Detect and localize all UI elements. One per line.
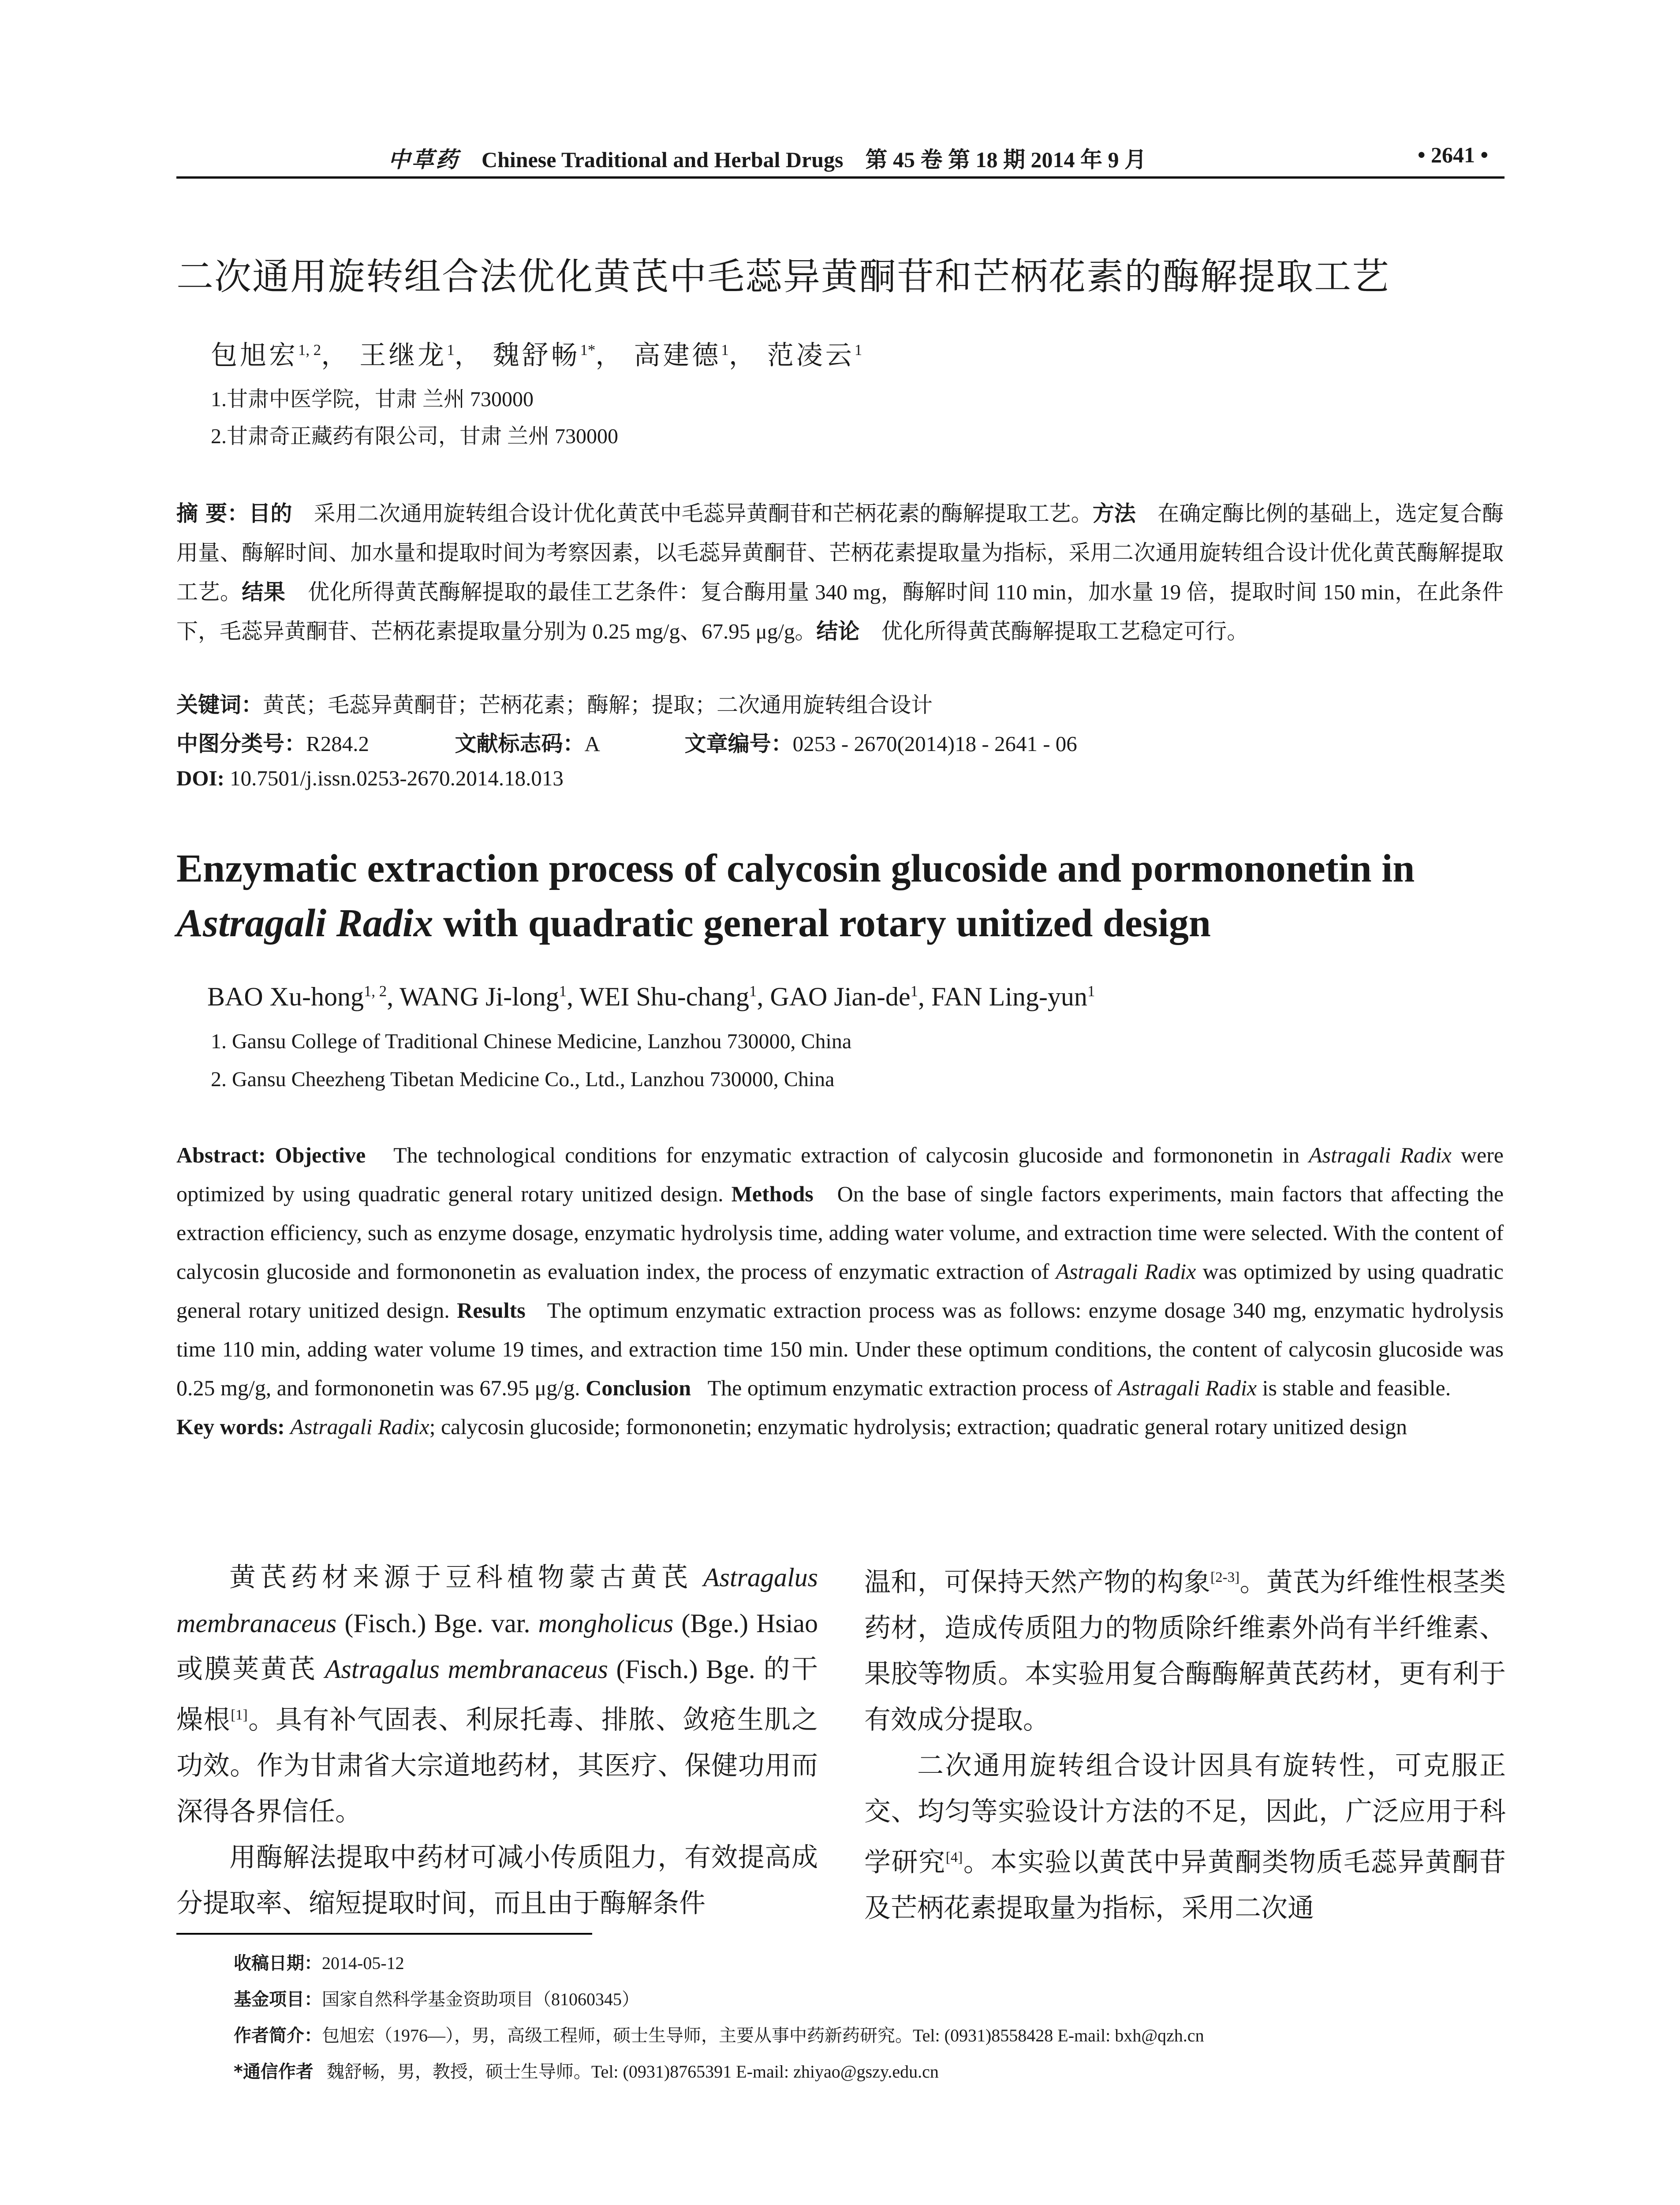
results-label-cn: 结果 bbox=[242, 579, 286, 605]
author-en: WANG Ji-long bbox=[399, 982, 559, 1011]
methods-en-a: On the base of single factors experiments, main factors that affecting the extraction efficiency, such as enzyme dosage, enzymatic hydrolysis time, adding water volume, and extraction time were selected. With the content of calycosin glucoside and formononetin as evaluation index, the process of enzymatic extraction of bbox=[176, 1181, 1504, 1284]
title-en-italic: Astragali Radix bbox=[176, 901, 433, 945]
author-en: WEI Shu-chang bbox=[579, 982, 749, 1011]
conclusion-en-italic: Astragali Radix bbox=[1117, 1375, 1257, 1400]
results-cn: 优化所得黄芪酶解提取的最佳工艺条件：复合酶用量 340 mg，酶解时间 110 min，加水量 19 倍，提取时间 150 min，在此条件下，毛蕊异黄酮苷、芒柄花素提取量分别为 0.25 mg/g、67.95 μg/g。 bbox=[176, 580, 1504, 643]
author-sup: 1 bbox=[749, 983, 757, 1000]
body-paragraph bbox=[864, 1743, 1506, 1931]
objective-label-cn: 目的 bbox=[249, 501, 292, 526]
author-sup: 1 bbox=[1087, 983, 1095, 1000]
methods-en-b: was optimized by using quadratic general rotary unitized design. bbox=[176, 1259, 1504, 1323]
body-text: 。本实验以黄芪中异黄酮类物质毛蕊异黄酮苷及芒柄花素提取量为指标，采用二次通 bbox=[864, 1848, 1506, 1923]
title-en-part2: with quadratic general rotary unitized design bbox=[433, 901, 1211, 945]
footnote-funding bbox=[234, 1985, 639, 2011]
author-sup: 1, 2 bbox=[298, 341, 321, 359]
author-sup: 1, 2 bbox=[364, 983, 387, 1000]
methods-label-en: Methods bbox=[731, 1181, 814, 1206]
abstract-cn-label: 摘 要： bbox=[176, 501, 249, 526]
author-sup: 1 bbox=[854, 341, 862, 359]
body-text: 黄芪药材来源于豆科植物蒙古黄芪 bbox=[229, 1563, 703, 1592]
body-text: 。具有补气固表、利尿托毒、排脓、敛疮生肌之功效。作为甘肃省大宗道地药材，其医疗、保健功用而深得各界信任。 bbox=[176, 1705, 818, 1826]
author-cn: 范凌云 bbox=[767, 341, 855, 370]
footnote-label: 基金项目： bbox=[234, 1989, 322, 2010]
footnote-text: 魏舒畅，男，教授，硕士生导师。Tel: (0931)8765391 E-mail: zhiyao@gszy.edu.cn bbox=[326, 2062, 939, 2082]
objective-en-italic: Astragali Radix bbox=[1309, 1143, 1452, 1167]
body-text: (Fisch.) Bge. var. bbox=[336, 1609, 538, 1638]
author-en: FAN Ling-yun bbox=[931, 982, 1087, 1011]
title-en bbox=[176, 841, 1512, 951]
conclusion-label-cn: 结论 bbox=[816, 619, 860, 644]
citation[interactable]: [2-3] bbox=[1210, 1570, 1240, 1585]
article-no-value: 0253 - 2670(2014)18 - 2641 - 06 bbox=[792, 732, 1077, 756]
author-cn: 魏舒畅 bbox=[493, 341, 580, 370]
author-cn: 高建德 bbox=[634, 341, 721, 370]
keywords-en-italic: Astragali Radix bbox=[290, 1414, 429, 1439]
author-sup: 1 bbox=[910, 983, 918, 1000]
results-en: The optimum enzymatic extraction process was as follows: enzyme dosage 340 mg, enzymatic hydrolysis time 110 min, adding water volume 19 times, and extraction time 150 min. Under these optimum conditions, the content of calycosin glucoside was 0.25 mg/g, and formononetin was 67.95 μg/g. bbox=[176, 1298, 1504, 1400]
footnote-text: 2014-05-12 bbox=[322, 1953, 404, 1973]
doi-label: DOI: bbox=[176, 766, 224, 790]
footnote-text: 国家自然科学基金资助项目（81060345） bbox=[322, 1989, 639, 2009]
conclusion-label-en: Conclusion bbox=[586, 1375, 691, 1400]
author-en: GAO Jian-de bbox=[770, 982, 911, 1011]
classification-line bbox=[176, 727, 1077, 758]
affiliation-cn-1: 1.甘肃中医学院，甘肃 兰州 730000 bbox=[211, 388, 534, 411]
citation[interactable]: [4] bbox=[945, 1850, 963, 1865]
footnote-rule bbox=[176, 1933, 592, 1935]
doc-code-label: 文献标志码： bbox=[455, 731, 585, 756]
author-sup: 1 bbox=[721, 341, 729, 359]
species-name: mongholicus bbox=[538, 1609, 674, 1638]
results-label-en: Results bbox=[457, 1298, 526, 1323]
affiliation-en-1: 1. Gansu College of Traditional Chinese Medicine, Lanzhou 730000, China bbox=[211, 1030, 852, 1053]
body-left-column bbox=[176, 1555, 818, 1926]
affiliation-en-2: 2. Gansu Cheezheng Tibetan Medicine Co., Ltd., Lanzhou 730000, China bbox=[211, 1068, 835, 1091]
species-name: Astragalus membranaceus bbox=[176, 1563, 818, 1638]
methods-cn: 在确定酶比例的基础上，选定复合酶用量、酶解时间、加水量和提取时间为考察因素，以毛蕊异黄酮苷、芒柄花素提取量为指标，采用二次通用旋转组合设计优化黄芪酶解提取工艺。 bbox=[176, 501, 1504, 604]
body-text: 。黄芪为纤维性根茎类药材，造成传质阻力的物质除纤维素外尚有半纤维素、果胶等物质。本实验用复合酶酶解黄芪药材，更有利于有效成分提取。 bbox=[864, 1568, 1506, 1734]
citation[interactable]: [1] bbox=[231, 1707, 248, 1723]
methods-label-cn: 方法 bbox=[1092, 501, 1136, 526]
clc-value: R284.2 bbox=[306, 732, 369, 756]
body-paragraph: 用酶解法提取中药材可减小传质阻力，有效提高成分提取率、缩短提取时间，而且由于酶解条件 bbox=[176, 1843, 818, 1918]
objective-cn: 采用二次通用旋转组合设计优化黄芪中毛蕊异黄酮苷和芒柄花素的酶解提取工艺。 bbox=[314, 501, 1093, 526]
author-sup: 1 bbox=[447, 341, 455, 359]
article-no-label: 文章编号： bbox=[684, 731, 793, 756]
affiliation-cn-2: 2.甘肃奇正藏药有限公司，甘肃 兰州 730000 bbox=[211, 425, 619, 448]
author-cn: 王继龙 bbox=[359, 341, 447, 370]
abstract-en bbox=[176, 1136, 1504, 1446]
author-sup: 1* bbox=[580, 341, 596, 359]
body-right-column bbox=[864, 1555, 1506, 1931]
running-header bbox=[388, 142, 1292, 174]
keywords-cn-text: 黄芪；毛蕊异黄酮苷；芒柄花素；酶解；提取；二次通用旋转组合设计 bbox=[263, 693, 933, 717]
conclusion-cn: 优化所得黄芪酶解提取工艺稳定可行。 bbox=[881, 619, 1249, 643]
footnote-received bbox=[234, 1949, 404, 1974]
footnote-corresponding bbox=[234, 2058, 939, 2083]
authors-cn: 包旭宏$^{1, 2}$， 王继龙$^1$， 魏舒畅$^{1*}$， 高建德$^1$， 范凌云$^1$ bbox=[211, 341, 862, 370]
abstract-cn bbox=[176, 494, 1504, 651]
body-text: 温和，可保持天然产物的构象 bbox=[864, 1568, 1211, 1597]
methods-en-italic: Astragali Radix bbox=[1056, 1259, 1196, 1284]
journal-name-en: Chinese Traditional and Herbal Drugs bbox=[482, 147, 844, 172]
body-text: (Fisch.) Bge. 的干燥根 bbox=[176, 1655, 818, 1734]
author-cn: 包旭宏 bbox=[211, 341, 298, 370]
body-paragraph bbox=[176, 1555, 818, 1835]
authors-en: BAO Xu-hong$^{1, 2}$, WANG Ji-long$^1$, WEI Shu-chang$^1$, GAO Jian-$de^1$, FAN Ling-yun$^1$ bbox=[207, 982, 1095, 1011]
species-name: Astragalus membranaceus bbox=[325, 1655, 608, 1684]
conclusion-en-a: The optimum enzymatic extraction process of bbox=[707, 1375, 1118, 1400]
conclusion-en-b: is stable and feasible. bbox=[1257, 1375, 1451, 1400]
footnote-label: 作者简介： bbox=[234, 2026, 322, 2046]
journal-issue: 第 45 卷 第 18 期 2014 年 9 月 bbox=[865, 147, 1146, 172]
doi-value[interactable]: 10.7501/j.issn.0253-2670.2014.18.013 bbox=[230, 766, 564, 790]
clc-label: 中图分类号： bbox=[176, 731, 306, 756]
body-text: (Bge.) Hsiao 或膜荚黄芪 bbox=[176, 1609, 818, 1684]
footnote-author-bio bbox=[234, 2022, 1204, 2047]
page-number: • 2641 • bbox=[1418, 142, 1489, 167]
footnote-label: 收稿日期： bbox=[234, 1953, 322, 1973]
keywords-cn-label: 关键词： bbox=[176, 692, 263, 718]
journal-name-cn: 中草药 bbox=[388, 146, 459, 172]
abstract-en-label: Abstract: Objective bbox=[176, 1143, 366, 1167]
title-en-part1: Enzymatic extraction process of calycosin glucoside and pormononetin in bbox=[176, 847, 1415, 890]
footnote-label: *通信作者 bbox=[234, 2062, 314, 2082]
doi-line bbox=[176, 766, 564, 791]
header-rule bbox=[176, 176, 1505, 179]
footnote-text: 包旭宏（1976—），男，高级工程师，硕士生导师，主要从事中药新药研究。Tel: (0931)8558428 E-mail: bxh@qzh.cn bbox=[322, 2026, 1204, 2045]
keywords-en-label: Key words: bbox=[176, 1414, 285, 1439]
author-sup: 1 bbox=[559, 983, 567, 1000]
author-en: BAO Xu-hong bbox=[207, 982, 364, 1011]
objective-en-b: were optimized by using quadratic general rotary unitized design. bbox=[176, 1143, 1504, 1206]
body-paragraph bbox=[864, 1555, 1506, 1743]
keywords-en-text: ; calycosin glucoside; formononetin; enzymatic hydrolysis; extraction; quadratic general rotary unitized design bbox=[429, 1414, 1407, 1439]
body-text: 二次通用旋转组合设计因具有旋转性，可克服正交、均匀等实验设计方法的不足，因此，广泛应用于科学研究 bbox=[864, 1751, 1506, 1877]
doc-code-value: A bbox=[584, 732, 599, 756]
title-cn: 二次通用旋转组合法优化黄芪中毛蕊异黄酮苷和芒柄花素的酶解提取工艺 bbox=[176, 255, 1390, 298]
keywords-cn bbox=[176, 688, 933, 719]
objective-en-a: The technological conditions for enzymatic extraction of calycosin glucoside and formononetin in bbox=[393, 1143, 1309, 1167]
